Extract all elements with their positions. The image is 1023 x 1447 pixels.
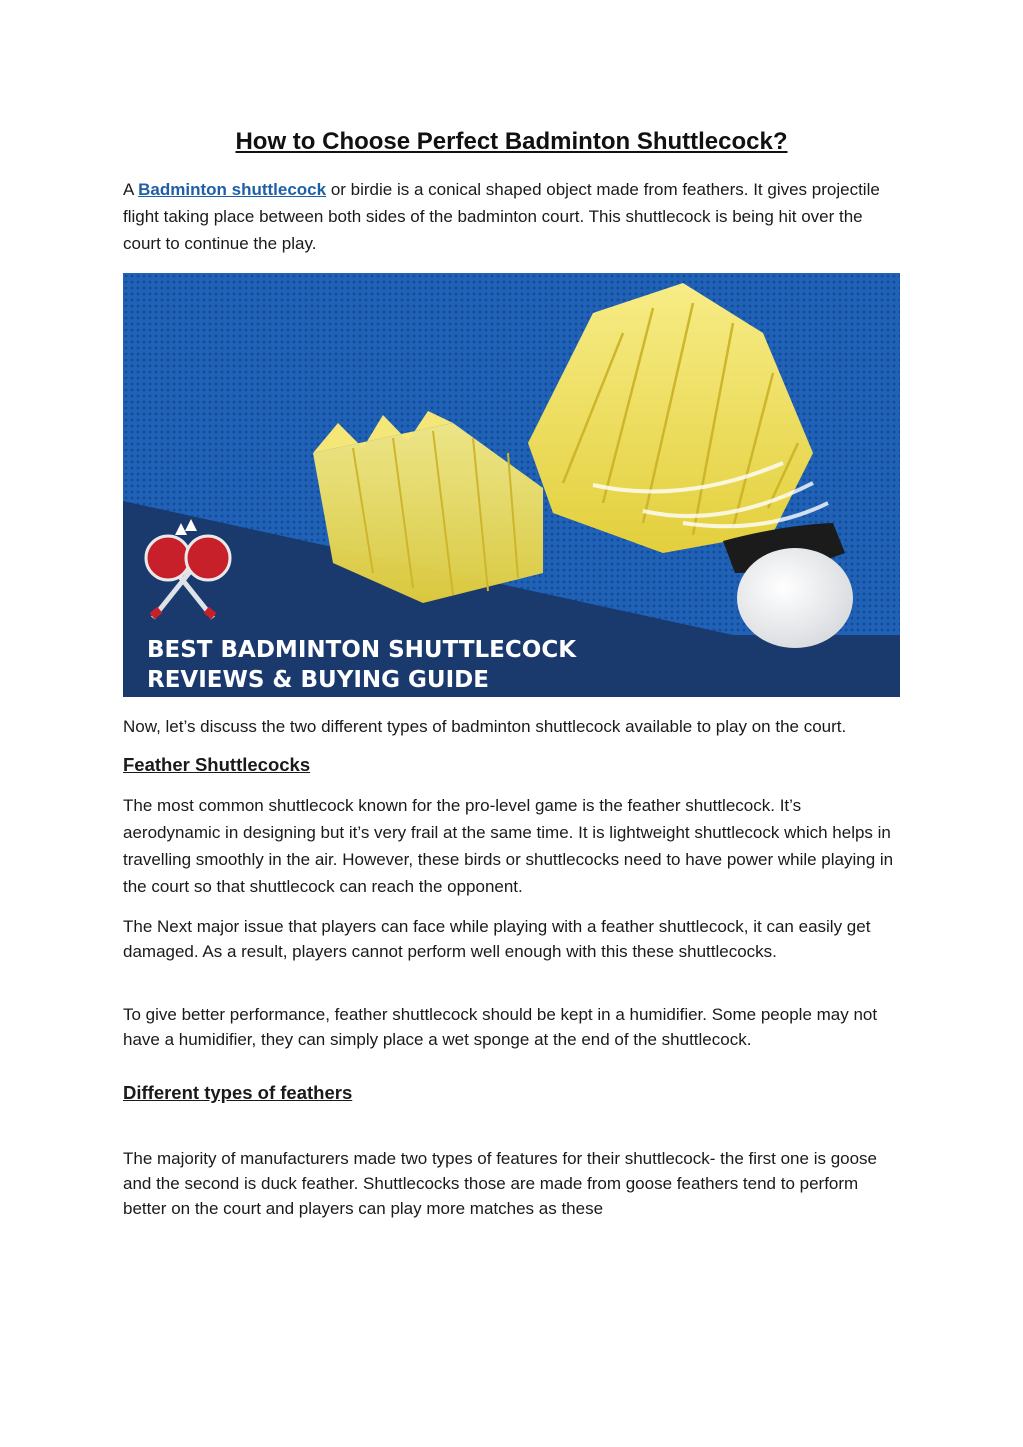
intro-suffix: or birdie is a conical shaped object made from feathers. It gives projectile flight taking place between both sides of the badminton court. This shuttlecock is being hit over the court to continue the play. xyxy=(123,180,880,253)
document-content xyxy=(123,126,900,1221)
feather-paragraph-3: To give better performance, feather shuttlecock should be kept in a humidifier. Some people may not have a humidifier, they can simply place a wet sponge at the end of the shuttlecock. xyxy=(123,1005,878,1049)
intro-paragraph xyxy=(123,176,900,257)
hero-caption-line1: BEST BADMINTON SHUTTLECOCK xyxy=(147,637,577,663)
feather-types-heading: Different types of feathers xyxy=(123,1082,353,1103)
hero-caption-line2: REVIEWS & BUYING GUIDE xyxy=(147,667,489,693)
page-title: How to Choose Perfect Badminton Shuttlecock? xyxy=(235,128,788,155)
feather-paragraph-2: The Next major issue that players can face while playing with a feather shuttlecock, it can easily get damaged. As a result, players cannot perform well enough with this these shuttlecocks. xyxy=(123,917,871,961)
feather-types-paragraph: The majority of manufacturers made two types of features for their shuttlecock- the first one is goose and the second is duck feather. Shuttlecocks those are made from goose feathers tend to perform better on the court and players can play more matches as these xyxy=(123,1149,878,1218)
intro-prefix: A xyxy=(123,180,139,199)
hero-image xyxy=(123,273,900,697)
feather-paragraph-1: The most common shuttlecock known for the pro-level game is the feather shuttlecock. It’s aerodynamic in designing but it’s very frail at the same time. It is lightweight shuttlecock which helps in travelling smoothly in the air. However, these birds or shuttlecocks need to have power while playing in the court so that shuttlecock can reach the opponent. xyxy=(123,796,894,896)
feather-shuttlecocks-heading: Feather Shuttlecocks xyxy=(123,754,311,775)
types-intro-paragraph: Now, let’s discuss the two different types of badminton shuttlecock available to play on the court. xyxy=(123,717,847,736)
badminton-shuttlecock-link[interactable]: Badminton shuttlecock xyxy=(138,180,327,199)
